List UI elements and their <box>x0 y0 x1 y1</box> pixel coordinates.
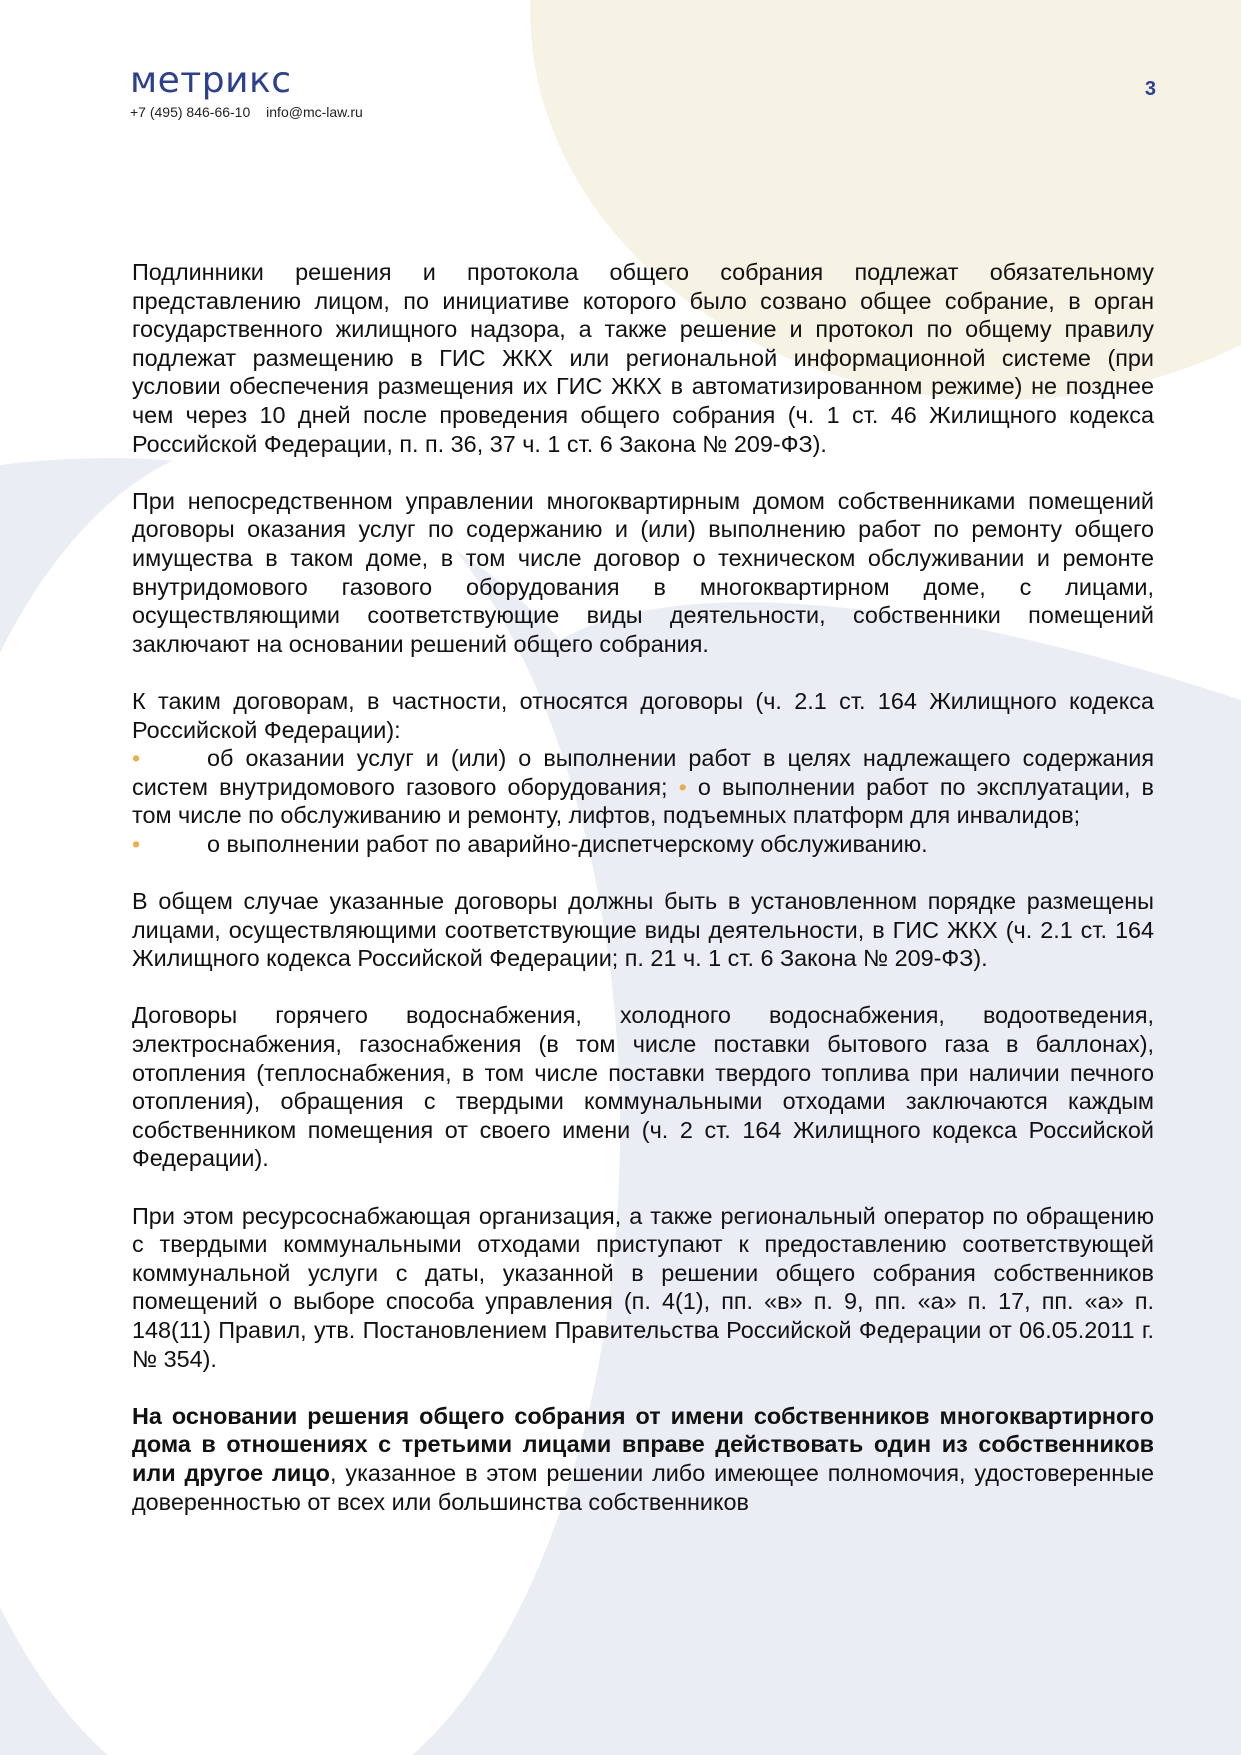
contracts-list <box>132 744 1154 858</box>
paragraph-representative <box>132 1402 1154 1516</box>
paragraph-gis-placement: В общем случае указанные договоры должны быть в установленном порядке размещены лицами, осуществляющими соответствующие виды деятельности, в ГИС ЖКХ (ч. 2.1 ст. 164 Жилищного кодекса Российской Федерации; п. 21 ч. 1 ст. 6 Закона № 209-ФЗ). <box>132 888 1154 972</box>
bullet-icon: • <box>678 773 687 800</box>
list-item: о выполнении работ по эксплуатации, в том числе по обслуживанию и ремонту, лифтов, подъемных платформ для инвалидов; <box>132 773 1154 829</box>
contact-line <box>130 104 363 120</box>
page-number: 3 <box>1144 78 1156 100</box>
list-bullet <box>132 830 207 859</box>
paragraph-utility-contracts: Договоры горячего водоснабжения, холодного водоснабжения, водоотведения, электроснабжения, газоснабжения (в том числе поставки бытового газа в баллонах), отопления (теплоснабжения, в том числе поставки твердого топлива при наличии печного отопления), обращения с твердыми коммунальными отходами заключаются каждым собственником помещения от своего имени (ч. 2 ст. 164 Жилищного кодекса Российской Федерации). <box>132 1002 1154 1172</box>
bullet-icon: • <box>132 830 141 857</box>
company-logo: метрикс <box>130 60 292 101</box>
paragraph-originals: Подлинники решения и протокола общего собрания подлежат обязательному представлению лицом, по инициативе которого было созвано общее собрание, в орган государственного жилищного надзора, а также решение и протокол по общему правилу подлежат размещению в ГИС ЖКХ или региональной информационной системе (при условии обеспечения размещения их ГИС ЖКХ в автоматизированном режиме) не позднее чем через 10 дней после проведения общего собрания (ч. 1 ст. 46 Жилищного кодекса Российской Федерации, п. п. 36, 37 ч. 1 ст. 6 Закона № 209-ФЗ). <box>132 259 1154 457</box>
paragraph-continuation: , указанное в этом решении либо имеющее полномочия, удостоверенные доверенностью от всех или большинства собственников <box>132 1459 1154 1515</box>
list-item: о выполнении работ по аварийно-диспетчерскому обслуживанию. <box>207 830 928 857</box>
email-address: info@mc-law.ru <box>266 104 363 120</box>
letterhead <box>130 62 363 120</box>
phone-number: +7 (495) 846-66-10 <box>130 104 251 120</box>
paragraph-resource-supply: При этом ресурсоснабжающая организация, а также региональный оператор по обращению с твердыми коммунальными отходами приступают к предоставлению соответствующей коммунальной услуги с даты, указанной в решении общего собрания собственников помещений о выборе способа управления (п. 4(1), пп. «в» п. 9, пп. «а» п. 17, пп. «а» п. 148(11) Правил, утв. Постановлением Правительства Российской Федерации от 06.05.2011 г. № 354). <box>132 1202 1154 1372</box>
document-body <box>132 258 1154 1545</box>
emphasis-text: На основании решения общего собрания от имени собственников многоквартирного дома в отношениях с третьими лицами вправе действовать один из собственников или другое лицо <box>132 1402 1154 1486</box>
list-item: об оказании услуг и (или) о выполнении работ в целях надлежащего содержания систем внутридомового газового оборудования; <box>132 745 1154 800</box>
paragraph-contracts-intro: К таким договорам, в частности, относятся договоры (ч. 2.1 ст. 164 Жилищного кодекса Российской Федерации): <box>132 687 1154 743</box>
bullet-icon: • <box>132 745 141 772</box>
list-bullet <box>132 744 207 773</box>
paragraph-direct-management: При непосредственном управлении многоквартирным домом собственниками помещений договоры оказания услуг по содержанию и (или) выполнению работ по ремонту общего имущества в таком доме, в том числе договор о техническом обслуживании и ремонте внутридомового газового оборудования в многоквартирном доме, с лицами, осуществляющими соответствующие виды деятельности, собственники помещений заключают на основании решений общего собрания. <box>132 487 1154 657</box>
